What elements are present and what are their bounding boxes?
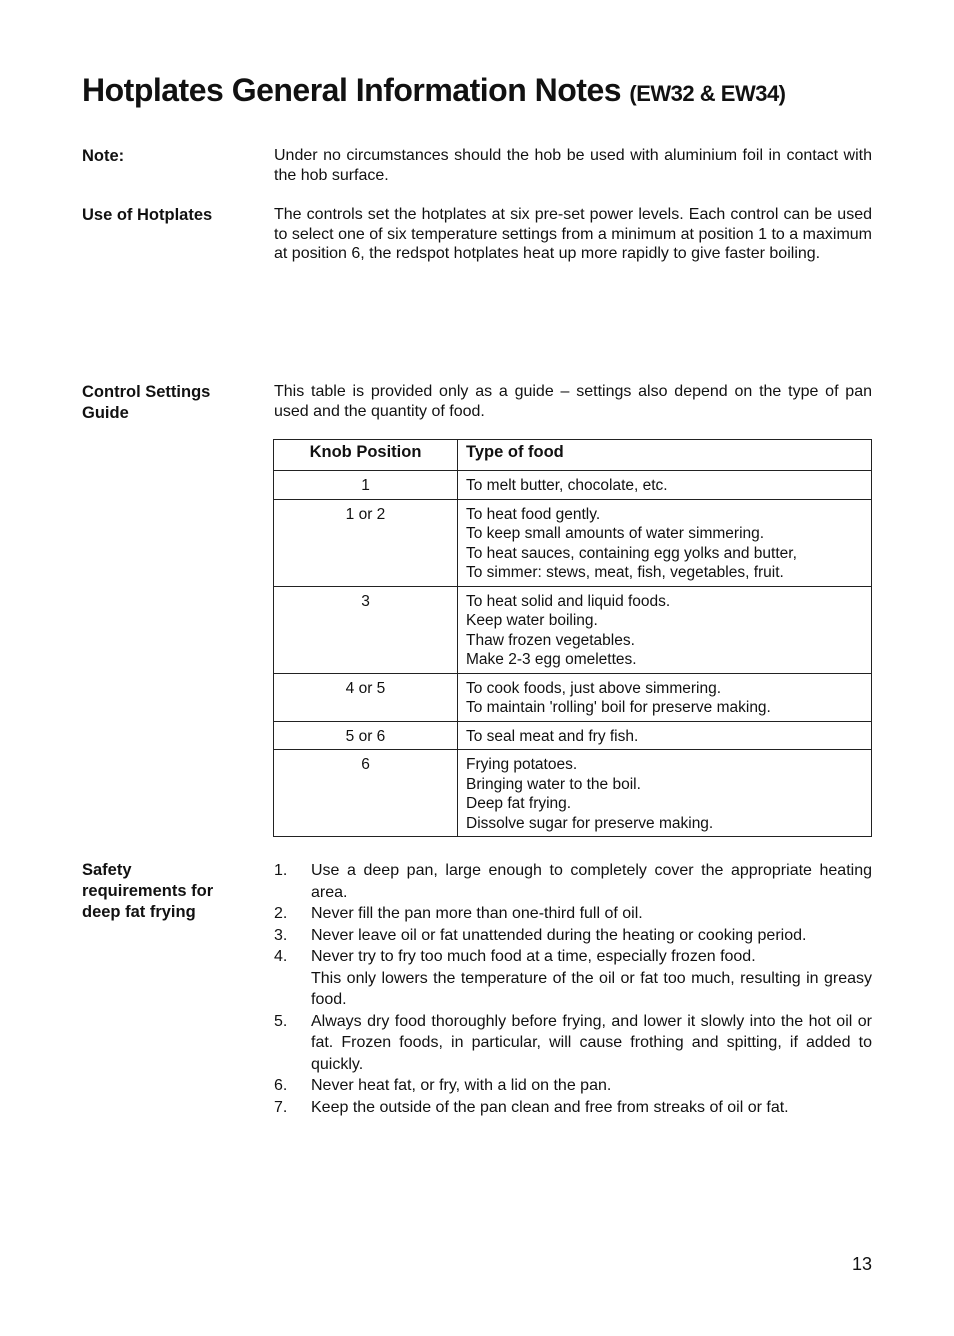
list-item (274, 925, 872, 947)
list-item-text: Never leave oil or fat unattended during the heating or cooking period. (311, 926, 807, 944)
food-line: To simmer: stews, meat, fish, vegetables, fruit. (466, 564, 784, 581)
header-knob-position: Knob Position (274, 440, 458, 471)
food-line: To heat solid and liquid foods. (466, 592, 671, 610)
type-of-food-cell (458, 721, 872, 750)
note-label: Note: (82, 147, 125, 165)
list-item (274, 1075, 872, 1097)
food-line: Deep fat frying. (466, 795, 572, 812)
knob-position-cell: 6 (274, 750, 458, 837)
list-item-number: 1. (274, 862, 288, 879)
type-of-food-cell (458, 750, 872, 837)
list-item-number: 4. (274, 948, 288, 965)
list-item-note: This only lowers the temperature of the oil or fat too much, resulting in greasy food. (311, 969, 872, 1008)
list-item-text: Never fill the pan more than one-third full of oil. (311, 905, 643, 922)
control-settings-table (273, 439, 872, 837)
list-item-number: 5. (274, 1012, 288, 1030)
safety-list (274, 860, 872, 1118)
list-item-text: Keep the outside of the pan clean and free from streaks of oil or fat. (311, 1098, 789, 1116)
table-row (274, 750, 872, 837)
table-header-row (274, 440, 872, 471)
use-of-hotplates-label: Use of Hotplates (82, 206, 213, 224)
list-item (274, 946, 872, 1011)
type-of-food-cell (458, 673, 872, 721)
table-row (274, 471, 872, 500)
type-of-food-cell (458, 499, 872, 586)
food-line: To maintain 'rolling' boil for preserve making. (466, 699, 771, 716)
food-line: To heat food gently. (466, 505, 601, 523)
knob-position-cell: 5 or 6 (274, 721, 458, 750)
list-item-text: Never heat fat, or fry, with a lid on the pan. (311, 1077, 612, 1094)
food-line: Dissolve sugar for preserve making. (466, 814, 714, 832)
control-settings-label: Control Settings Guide (82, 383, 211, 422)
knob-position-cell: 4 or 5 (274, 673, 458, 721)
list-item (274, 1097, 872, 1119)
list-item-text: Never try to fry too much food at a time, especially frozen food. (311, 948, 756, 965)
food-line: Make 2-3 egg omelettes. (466, 651, 637, 668)
list-item (274, 903, 872, 925)
list-item-number: 7. (274, 1098, 288, 1116)
knob-position-cell: 3 (274, 586, 458, 673)
page-title-models: (EW32 & EW34) (629, 81, 786, 106)
food-line: Bringing water to the boil. (466, 775, 641, 793)
food-line: To seal meat and fry fish. (466, 727, 639, 745)
food-line: To melt butter, chocolate, etc. (466, 477, 668, 494)
table-row (274, 499, 872, 586)
food-line: To keep small amounts of water simmering. (466, 525, 765, 542)
type-of-food-cell (458, 586, 872, 673)
food-line: Thaw frozen vegetables. (466, 631, 635, 649)
page-title-main: Hotplates General Information Notes (82, 72, 622, 108)
knob-position-cell: 1 or 2 (274, 499, 458, 586)
food-line: To cook foods, just above simmering. (466, 679, 722, 697)
list-item-number: 3. (274, 926, 288, 944)
list-item-number: 6. (274, 1077, 288, 1094)
type-of-food-cell (458, 471, 872, 500)
food-line: Keep water boiling. (466, 612, 598, 629)
use-of-hotplates-text: The controls set the hotplates at six pre-set power levels. Each control can be used to select one of six temperature settings from a minimum at position 1 to a maximum at position 6, the redspot hotplates heat up more rapidly to give faster boiling. (274, 206, 872, 262)
list-item (274, 1011, 872, 1076)
table-row (274, 721, 872, 750)
list-item-text: Use a deep pan, large enough to completely cover the appropriate heating area. (311, 862, 872, 901)
food-line: To heat sauces, containing egg yolks and butter, (466, 544, 797, 562)
note-text: Under no circumstances should the hob be used with aluminium foil in contact with the hob surface. (274, 147, 872, 184)
table-row (274, 586, 872, 673)
table-row (274, 673, 872, 721)
food-line: Frying potatoes. (466, 756, 578, 773)
safety-requirements-label: Safety requirements for deep fat frying (82, 861, 214, 921)
list-item-number: 2. (274, 905, 288, 922)
list-item (274, 860, 872, 903)
page-title (82, 72, 786, 109)
control-settings-intro: This table is provided only as a guide – settings also depend on the type of pan used and the quantity of food. (274, 383, 872, 420)
knob-position-cell: 1 (274, 471, 458, 500)
header-type-of-food: Type of food (458, 440, 872, 471)
list-item-text: Always dry food thoroughly before frying, and lower it slowly into the hot oil or fat. Frozen foods, in particular, will cause frothing and spitting, if added to quickly. (311, 1012, 872, 1073)
page-number: 13 (851, 1254, 872, 1274)
